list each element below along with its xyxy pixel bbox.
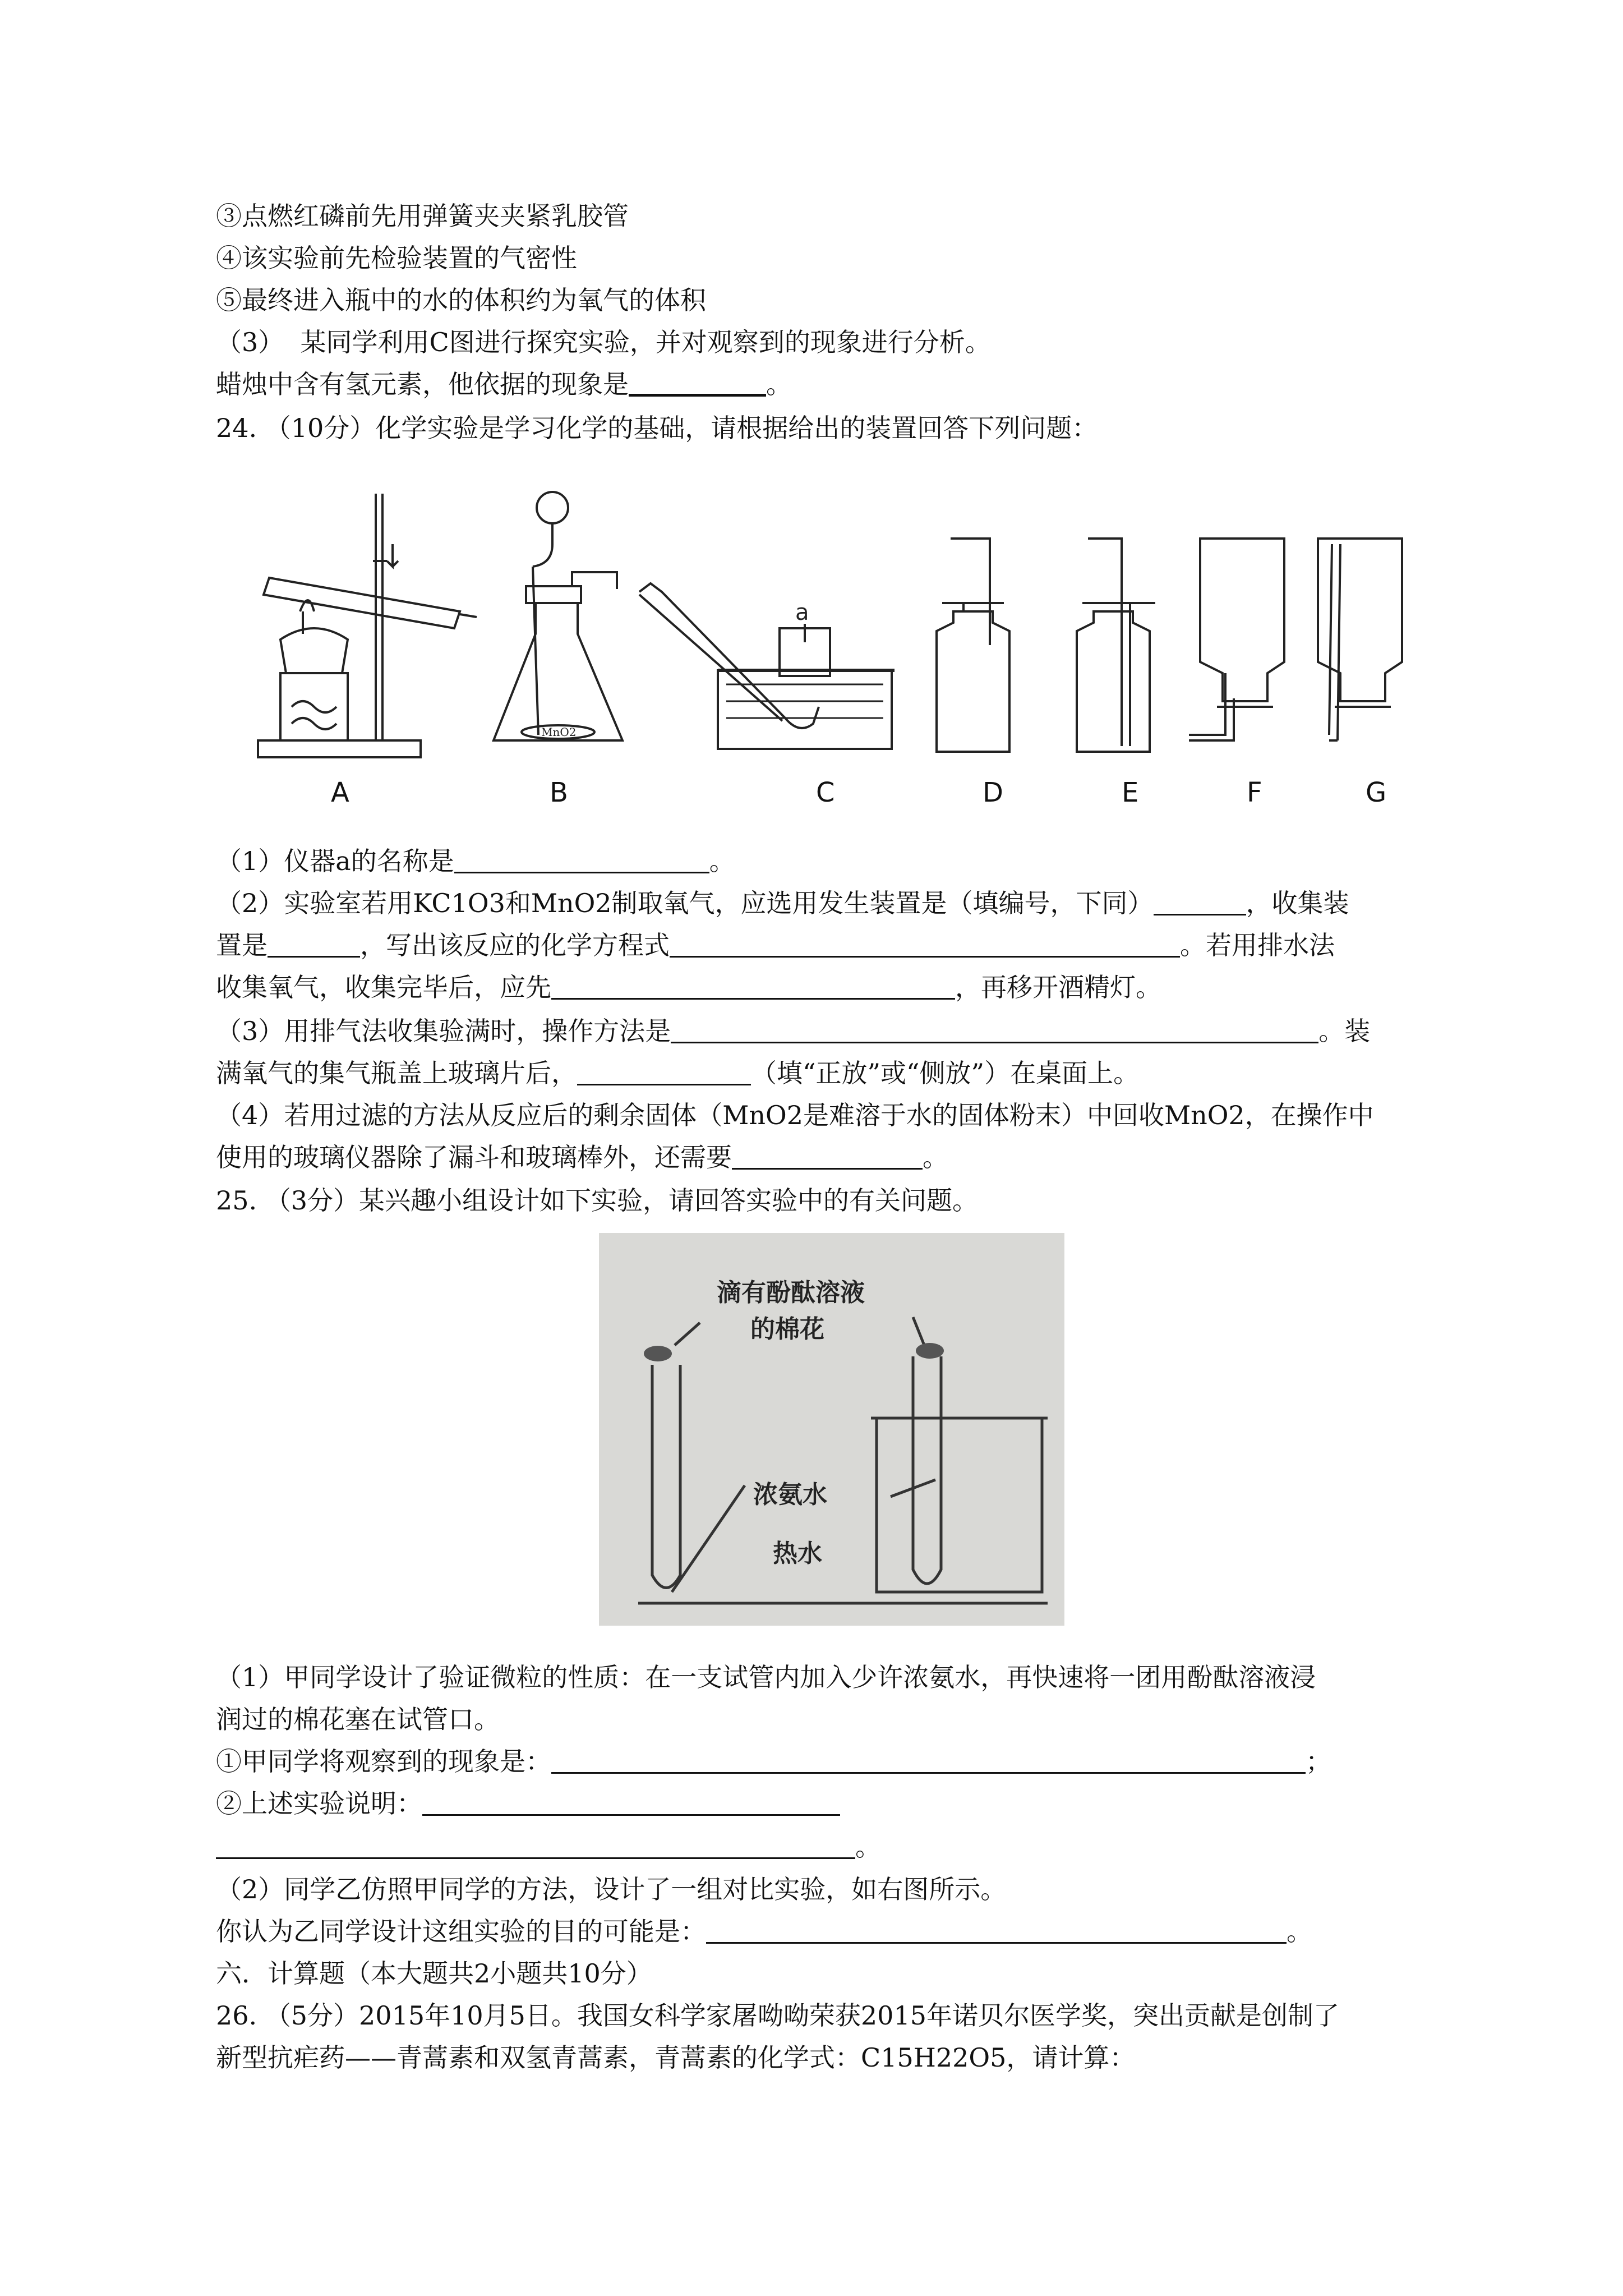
q25-part1: （1）甲同学设计了验证微粒的性质：在一支试管内加入少许浓氨水，再快速将一团用酚酞溶液浸 — [216, 1662, 1316, 1692]
apparatus-d — [937, 539, 1009, 752]
q24-part3: （3）用排气法收集验满时，操作方法是 。装 — [216, 1016, 1371, 1046]
q24-part2-cont: 置是 ，写出该反应的化学方程式 。若用排水法 — [216, 930, 1335, 960]
apparatus-f — [1189, 539, 1284, 740]
q25-part1-q1: ①甲同学将观察到的现象是： ； — [216, 1746, 1331, 1777]
q25-part1-cont: 润过的棉花塞在试管口。 — [216, 1704, 500, 1734]
option-4: ④该实验前先检验装置的气密性 — [216, 243, 577, 273]
apparatus-a — [258, 494, 477, 757]
option-5: ⑤最终进入瓶中的水的体积约为氧气的体积 — [216, 285, 706, 315]
label-a: A — [331, 777, 349, 808]
q25-title: 25. （3分）某兴趣小组设计如下实验，请回答实验中的有关问题。 — [216, 1185, 979, 1216]
q25-part2-cont: 你认为乙同学设计这组实验的目的可能是： 。 — [216, 1916, 1312, 1947]
apparatus-b — [494, 492, 623, 740]
photo-caption-2: 的棉花 — [750, 1315, 824, 1343]
svg-text:a: a — [795, 600, 809, 625]
section-6-title: 六．计算题（本大题共2小题共10分） — [216, 1958, 652, 1989]
photo-label-ammonia: 浓氨水 — [753, 1480, 827, 1509]
q24-part2-cont2: 收集氧气，收集完毕后，应先 ，再移开酒精灯。 — [216, 972, 1161, 1002]
apparatus-e — [1077, 539, 1155, 752]
photo-caption-1: 滴有酚酞溶液 — [717, 1278, 865, 1307]
label-g: G — [1366, 777, 1387, 808]
q24-part1: （1）仪器a的名称是 。 — [216, 846, 735, 876]
q23-part3-question: 蜡烛中含有氢元素，他依据的现象是 。 — [216, 369, 792, 399]
answer-blank[interactable] — [706, 1916, 1287, 1944]
experiment-photo — [599, 1233, 1064, 1626]
q24-part2: （2）实验室若用KC1O3和MnO2制取氧气，应选用发生装置是（填编号，下同） ，收集装 — [216, 888, 1349, 918]
answer-blank[interactable] — [551, 972, 955, 1000]
answer-blank[interactable] — [577, 1058, 751, 1085]
apparatus-g — [1318, 539, 1402, 740]
apparatus-c — [639, 583, 895, 749]
answer-blank[interactable] — [1154, 888, 1246, 915]
q26-title-cont: 新型抗疟药——青蒿素和双氢青蒿素，青蒿素的化学式：C15H22O5，请计算： — [216, 2042, 1136, 2073]
answer-blank[interactable] — [629, 368, 766, 397]
option-3: ③点燃红磷前先用弹簧夹夹紧乳胶管 — [216, 201, 629, 231]
answer-blank[interactable] — [216, 1832, 855, 1859]
answer-blank[interactable] — [732, 1142, 923, 1170]
answer-blank[interactable] — [454, 846, 709, 873]
q24-title: 24. （10分）化学实验是学习化学的基础，请根据给出的装置回答下列问题： — [216, 413, 1098, 443]
q23-part3: （3） 某同学利用C图进行探究实验，并对观察到的现象进行分析。 — [216, 327, 991, 357]
answer-blank[interactable] — [671, 1016, 1318, 1043]
label-c: C — [816, 777, 835, 808]
q25-part1-q2-cont: 。 — [216, 1830, 881, 1864]
q25-part2: （2）同学乙仿照甲同学的方法，设计了一组对比实验，如右图所示。 — [216, 1874, 1007, 1904]
q25-part1-q2: ②上述实验说明： — [216, 1787, 840, 1820]
apparatus-figure — [247, 477, 1453, 780]
answer-blank[interactable] — [268, 930, 360, 958]
label-d: D — [983, 777, 1003, 808]
q26-title: 26. （5分）2015年10月5日。我国女科学家屠呦呦荣获2015年诺贝尔医学奖，突出贡献是创制了 — [216, 2000, 1339, 2031]
q24-part4: （4）若用过滤的方法从反应后的剩余固体（MnO2是难溶于水的固体粉末）中回收MnO2，在操作中 — [216, 1100, 1374, 1130]
answer-blank[interactable] — [551, 1746, 1306, 1774]
svg-text:MnO2: MnO2 — [541, 725, 577, 739]
label-e: E — [1122, 777, 1139, 808]
label-b: B — [550, 777, 568, 808]
answer-blank[interactable] — [670, 930, 1180, 958]
label-f: F — [1247, 777, 1262, 808]
q24-part3-cont: 满氧气的集气瓶盖上玻璃片后， （填“正放”或“侧放”）在桌面上。 — [216, 1058, 1140, 1088]
q24-part4-cont: 使用的玻璃仪器除了漏斗和玻璃棒外，还需要 。 — [216, 1142, 948, 1172]
photo-label-hotwater: 热水 — [773, 1539, 822, 1568]
answer-blank[interactable] — [422, 1788, 840, 1816]
